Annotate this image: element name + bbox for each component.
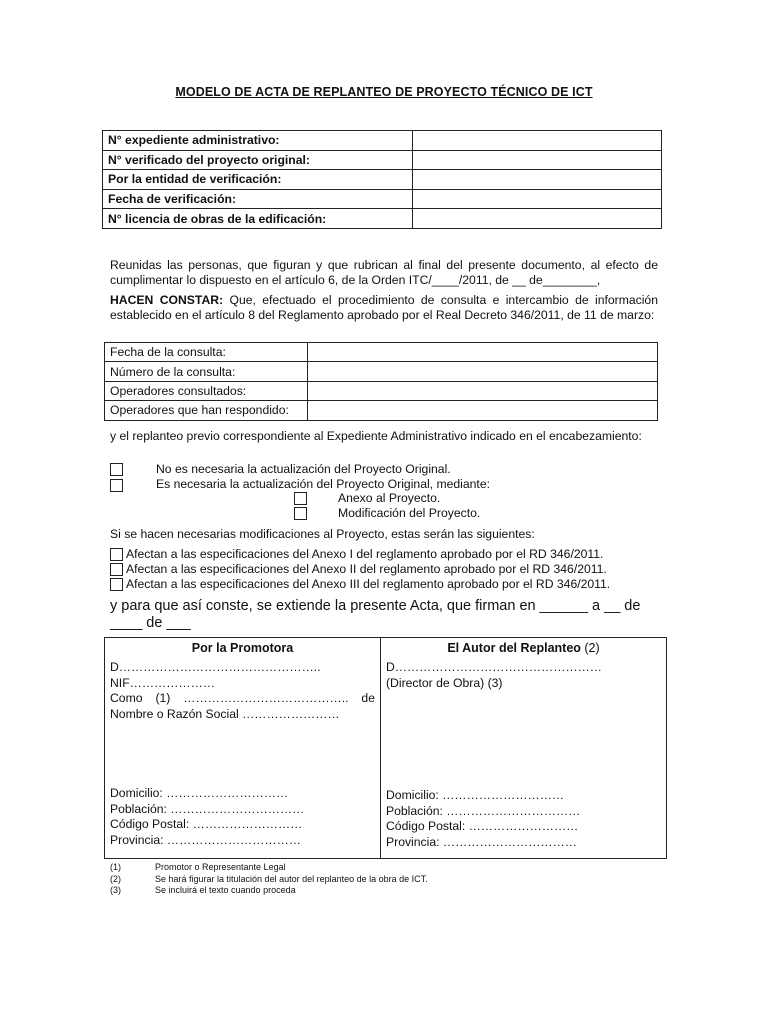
table-value-field[interactable]	[413, 209, 662, 229]
table-row	[105, 381, 658, 400]
promotora-column	[105, 638, 381, 858]
intro-paragraph: Reunidas las personas, que figuran y que rubrican al final del presente documento, al efecto de cumplimentar lo dispuesto en el artículo 6, de la Orden ITC/____/2011, de __ de________,	[110, 258, 658, 287]
anexo-ii-checkbox[interactable]	[110, 563, 123, 576]
anexo-i-checkbox[interactable]	[110, 548, 123, 561]
table-row	[103, 131, 662, 151]
table-label: Operadores que han respondido:	[105, 401, 308, 420]
table-row	[103, 170, 662, 190]
table-value-field[interactable]	[308, 381, 658, 400]
autor-director[interactable]: (Director de Obra) (3)	[386, 675, 503, 690]
no-necesaria-label: No es necesaria la actualización del Proyecto Original.	[156, 462, 451, 476]
anexo-ii-label: Afectan a las especificaciones del Anexo II del reglamento aprobado por el RD 346/2011.	[126, 562, 607, 576]
table-row	[105, 401, 658, 420]
footnote-num: (3)	[110, 885, 121, 895]
modificacion-label: Modificación del Proyecto.	[338, 506, 481, 520]
autor-provincia[interactable]: Provincia: ……………………………	[386, 834, 577, 849]
hacen-constar-label: HACEN CONSTAR:	[110, 293, 224, 307]
anexo-i-label: Afectan a las especificaciones del Anexo I del reglamento aprobado por el RD 346/2011.	[126, 547, 604, 561]
promotora-poblacion[interactable]: Población: ……………………………	[110, 801, 305, 816]
footnote-num: (1)	[110, 862, 121, 872]
table-value-field[interactable]	[413, 170, 662, 190]
promotora-provincia[interactable]: Provincia: ……………………………	[110, 832, 301, 847]
necesaria-checkbox[interactable]	[110, 479, 123, 492]
table-value-field[interactable]	[308, 401, 658, 420]
promotora-domicilio[interactable]: Domicilio: …………………………	[110, 786, 289, 800]
no-necesaria-checkbox[interactable]	[110, 463, 123, 476]
footnote	[110, 885, 428, 897]
table-label: N° licencia de obras de la edificación:	[103, 209, 413, 229]
autor-heading: El Autor del Replanteo	[447, 641, 581, 655]
autor-column	[381, 638, 666, 858]
signature-table	[104, 637, 667, 859]
table-value-field[interactable]	[308, 343, 658, 362]
necesaria-label: Es necesaria la actualización del Proyecto Original, mediante:	[156, 477, 490, 491]
modificaciones-intro: Si se hacen necesarias modificaciones al Proyecto, estas serán las siguientes:	[110, 527, 535, 541]
footnote	[110, 874, 428, 886]
conste-paragraph: y para que así conste, se extiende la presente Acta, que firman en ______ a __ de ____ de ___	[110, 598, 641, 631]
table-row	[105, 343, 658, 362]
table-value-field[interactable]	[308, 362, 658, 381]
autor-d[interactable]: D……………………………………………	[386, 660, 602, 674]
table-label: Fecha de verificación:	[103, 189, 413, 209]
autor-cp[interactable]: Código Postal: ………………………	[386, 819, 579, 833]
anexo-iii-label: Afectan a las especificaciones del Anexo III del reglamento aprobado por el RD 346/2011.	[126, 577, 611, 591]
promotora-nif[interactable]: NIF…………………	[110, 675, 215, 690]
table-label: Operadores consultados:	[105, 381, 308, 400]
autor-domicilio[interactable]: Domicilio: …………………………	[386, 788, 565, 802]
replanteo-paragraph: y el replanteo previo correspondiente al Expediente Administrativo indicado en el encabezamiento:	[110, 429, 642, 443]
table-row	[103, 189, 662, 209]
autor-heading-note: (2)	[580, 641, 600, 655]
table-label: N° expediente administrativo:	[103, 131, 413, 151]
promotora-cp[interactable]: Código Postal: ………………………	[110, 817, 303, 831]
page-title: MODELO DE ACTA DE REPLANTEO DE PROYECTO TÉCNICO DE ICT	[175, 85, 593, 99]
table-row	[103, 209, 662, 229]
table-label: Por la entidad de verificación:	[103, 170, 413, 190]
autor-poblacion[interactable]: Población: ……………………………	[386, 803, 581, 818]
table-label: Fecha de la consulta:	[105, 343, 308, 362]
anexo-label: Anexo al Proyecto.	[338, 491, 441, 505]
table-value-field[interactable]	[413, 150, 662, 170]
table-row	[105, 362, 658, 381]
footnote-num: (2)	[110, 873, 121, 884]
table-label: Número de la consulta:	[105, 362, 308, 381]
footnote-text: Se hará figurar la titulación del autor del replanteo de la obra de ICT.	[155, 873, 428, 884]
header-table	[102, 130, 662, 229]
footnotes	[110, 862, 428, 897]
anexo-iii-checkbox[interactable]	[110, 578, 123, 591]
promotora-d[interactable]: D…………………………………………..	[110, 660, 321, 674]
hacen-constar-text: Que, efectuado el procedimiento de consulta e intercambio de información establecido en el artículo 8 del Reglamento aprobado por el Real Decreto 346/2011, de 11 de marzo:	[110, 293, 658, 322]
footnote-text: Se incluirá el texto cuando proceda	[155, 885, 296, 895]
table-value-field[interactable]	[413, 189, 662, 209]
modificacion-checkbox[interactable]	[294, 507, 307, 520]
footnote	[110, 862, 428, 874]
footnote-text: Promotor o Representante Legal	[155, 862, 286, 872]
hacen-constar-paragraph	[110, 293, 658, 323]
anexo-checkbox[interactable]	[294, 492, 307, 505]
promotora-como[interactable]: Como (1) ………………………………….. de Nombre o Razón Social ……………………	[110, 691, 375, 721]
table-row	[103, 150, 662, 170]
promotora-heading: Por la Promotora	[191, 641, 294, 655]
table-label: N° verificado del proyecto original:	[103, 150, 413, 170]
consult-table	[104, 342, 658, 421]
table-value-field[interactable]	[413, 131, 662, 151]
